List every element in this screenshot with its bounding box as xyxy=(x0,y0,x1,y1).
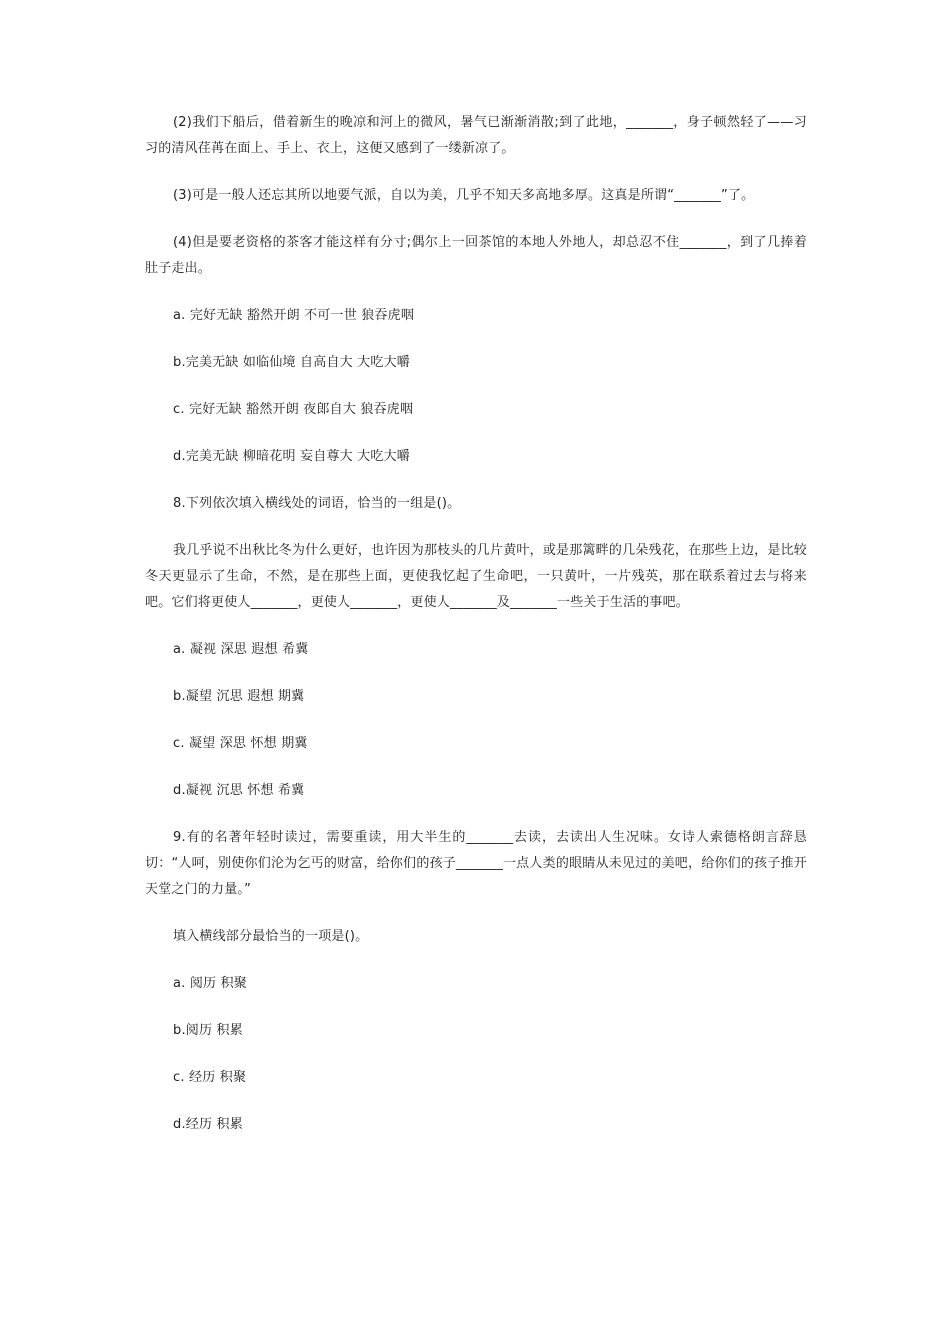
question-9-option-b: b.阅历 积累 xyxy=(173,1023,243,1038)
question-9-option-a: a. 阅历 积聚 xyxy=(173,976,247,991)
document-page xyxy=(145,110,807,1159)
question-7-option-b: b.完美无缺 如临仙境 自高自大 大吃大嚼 xyxy=(173,355,410,370)
question-7-sentence-2: (2)我们下船后，借着新生的晚凉和河上的微风，暑气已渐渐消散;到了此地，_______，身子顿然轻了——习习的清风荏苒在面上、手上、衣上，这便又感到了一缕新凉了。 xyxy=(145,115,807,156)
question-8-option-b: b.凝望 沉思 遐想 期冀 xyxy=(173,689,305,704)
question-9-option-c: c. 经历 积聚 xyxy=(173,1070,247,1085)
question-9-passage: 9.有的名著年轻时读过，需要重读，用大半生的_______去读，去读出人生况味。女诗人索德格朗言辞恳切：“人呵，别使你们沦为乞丐的财富，给你们的孩子_______一点人类的眼睛从未见过的美吧，给你们的孩子推开天堂之门的力量。” xyxy=(145,830,807,897)
question-8-passage: 我几乎说不出秋比冬为什么更好，也许因为那枝头的几片黄叶，或是那篱畔的几朵残花，在那些上边，是比较冬天更显示了生命，不然，是在那些上面，更使我忆起了生命吧，一只黄叶，一片残英，那在联系着过去与将来吧。它们将更使人_______，更使人_______，更使人_______及_______一些关于生活的事吧。 xyxy=(145,543,807,610)
question-7-sentence-4: (4)但是要老资格的茶客才能这样有分寸;偶尔上一回茶馆的本地人外地人，却总忍不住_______，到了几捧着肚子走出。 xyxy=(145,235,807,276)
question-8-option-d: d.凝视 沉思 怀想 希冀 xyxy=(173,783,305,798)
question-8-option-c: c. 凝望 深思 怀想 期冀 xyxy=(173,736,308,751)
question-9-prompt: 填入横线部分最恰当的一项是()。 xyxy=(173,929,369,944)
question-8-option-a: a. 凝视 深思 遐想 希冀 xyxy=(173,642,309,657)
question-7-option-c: c. 完好无缺 豁然开朗 夜郎自大 狼吞虎咽 xyxy=(173,402,414,417)
question-9-option-d: d.经历 积累 xyxy=(173,1117,243,1132)
question-7-option-d: d.完美无缺 柳暗花明 妄自尊大 大吃大嚼 xyxy=(173,449,410,464)
question-8-prompt: 8.下列依次填入横线处的词语，恰当的一组是()。 xyxy=(173,496,461,511)
question-7-option-a: a. 完好无缺 豁然开朗 不可一世 狼吞虎咽 xyxy=(173,308,415,323)
question-7-sentence-3: (3)可是一般人还忘其所以地要气派，自以为美，几乎不知天多高地多厚。这真是所谓“_______”了。 xyxy=(173,188,755,203)
